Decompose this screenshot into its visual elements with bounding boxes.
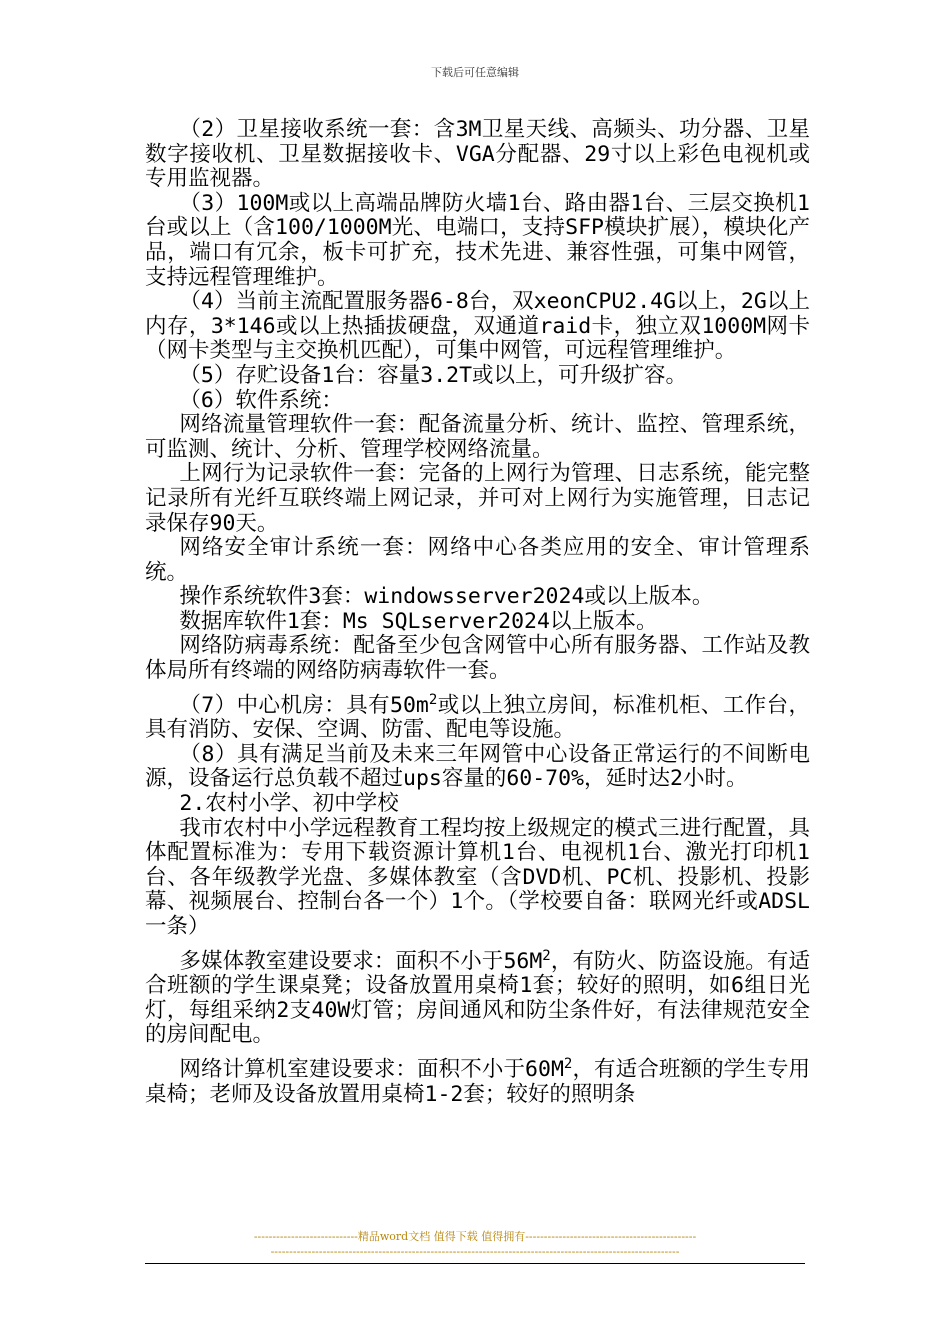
page-header: 下载后可任意编辑 (431, 66, 519, 79)
computer-room-before: 网络计算机室建设要求：面积不小于60M (179, 1056, 564, 1082)
footer-rule (145, 1263, 805, 1264)
paragraph-audit-system: 网络安全审计系统一套：网络中心各类应用的安全、审计管理系统。 (145, 535, 810, 585)
p7-after: 或以上独立房间，标准机柜、工作台，具有消防、安保、空调、防雷、配电等设施。 (145, 692, 810, 743)
paragraph-behavior-software: 上网行为记录软件一套：完备的上网行为管理、日志系统，能完整记录所有光纤互联终端上网记录，并可对上网行为实施管理，日志记录保存90天。 (145, 461, 810, 536)
paragraph-db-software: 数据库软件1套：Ms SQLserver2024以上版本。 (179, 608, 658, 634)
document-body (145, 118, 810, 1107)
paragraph-item-4: （4）当前主流配置服务器6-8台，双xeonCPU2.4G以上，2G以上内存，3*146或以上热插拔硬盘，双通道raid卡，独立双1000M网卡（网卡类型与主交换机匹配），可集中网管，可远程管理维护。 (145, 289, 810, 364)
paragraph-item-2: （2）卫星接收系统一套：含3M卫星天线、高频头、功分器、卫星数字接收机、卫星数据接收卡、VGA分配器、29寸以上彩色电视机或专用监视器。 (145, 117, 810, 192)
paragraph-item-6: （6）软件系统： (179, 387, 343, 413)
paragraph-item-3: （3）100M或以上高端品牌防火墙1台、路由器1台、三层交换机1台或以上（含100/1000M光、电端口，支持SFP模块扩展），模块化产品，端口有冗余，板卡可扩充，技术先进、兼容性强，可集中网管，支持远程管理维护。 (145, 190, 810, 290)
multimedia-before: 多媒体教室建设要求：面积不小于56M (179, 948, 543, 974)
paragraph-computer-room (145, 1055, 810, 1107)
computer-room-after: ，有适合班额的学生专用桌椅；老师及设备放置用桌椅1-2套；较好的照明条 (145, 1056, 810, 1107)
section-heading-rural: 2.农村小学、初中学校 (179, 791, 399, 817)
p7-before: （7）中心机房：具有50m (179, 692, 429, 718)
footer-dashes: -------------------------------------------------------------------------------------------------------------- (270, 1245, 680, 1258)
p7-superscript: 2 (428, 691, 438, 708)
multimedia-after: ，有防火、防盗设施。有适合班额的学生课桌凳；设备放置用桌椅1套；较好的照明，如6组日光灯，每组采纳2支40W灯管；房间通风和防尘条件好，有法律规范安全的房间配电。 (145, 948, 810, 1048)
paragraph-item-7 (145, 691, 810, 743)
paragraph-multimedia-room (145, 947, 810, 1048)
footer-banner: ----------------------------精品word文档 值得下载 值得拥有---------------------------------------------- (253, 1230, 697, 1243)
computer-room-superscript: 2 (563, 1055, 573, 1072)
multimedia-superscript: 2 (542, 947, 551, 964)
paragraph-os-software: 操作系统软件3套：windowsserver2024或以上版本。 (179, 584, 714, 610)
paragraph-item-8: （8）具有满足当前及未来三年网管中心设备正常运行的不间断电源，设备运行总负载不超过ups容量的60-70%，延时达2小时。 (145, 741, 810, 792)
paragraph-traffic-software: 网络流量管理软件一套：配备流量分析、统计、监控、管理系统，可监测、统计、分析、管理学校网络流量。 (145, 412, 810, 462)
paragraph-item-5: （5）存贮设备1台：容量3.2T或以上，可升级扩容。 (179, 362, 688, 388)
paragraph-rural-config: 我市农村中小学远程教育工程均按上级规定的模式三进行配置，具体配置标准为：专用下载资源计算机1台、电视机1台、激光打印机1台、各年级教学光盘、多媒体教室（含DVD机、PC机、投影机、投影幕、视频展台、控制台各一个）1个。（学校要自备：联网光纤或ADSL一条） (145, 815, 810, 939)
paragraph-antivirus: 网络防病毒系统：配备至少包含网管中心所有服务器、工作站及教体局所有终端的网络防病毒软件一套。 (145, 633, 810, 684)
